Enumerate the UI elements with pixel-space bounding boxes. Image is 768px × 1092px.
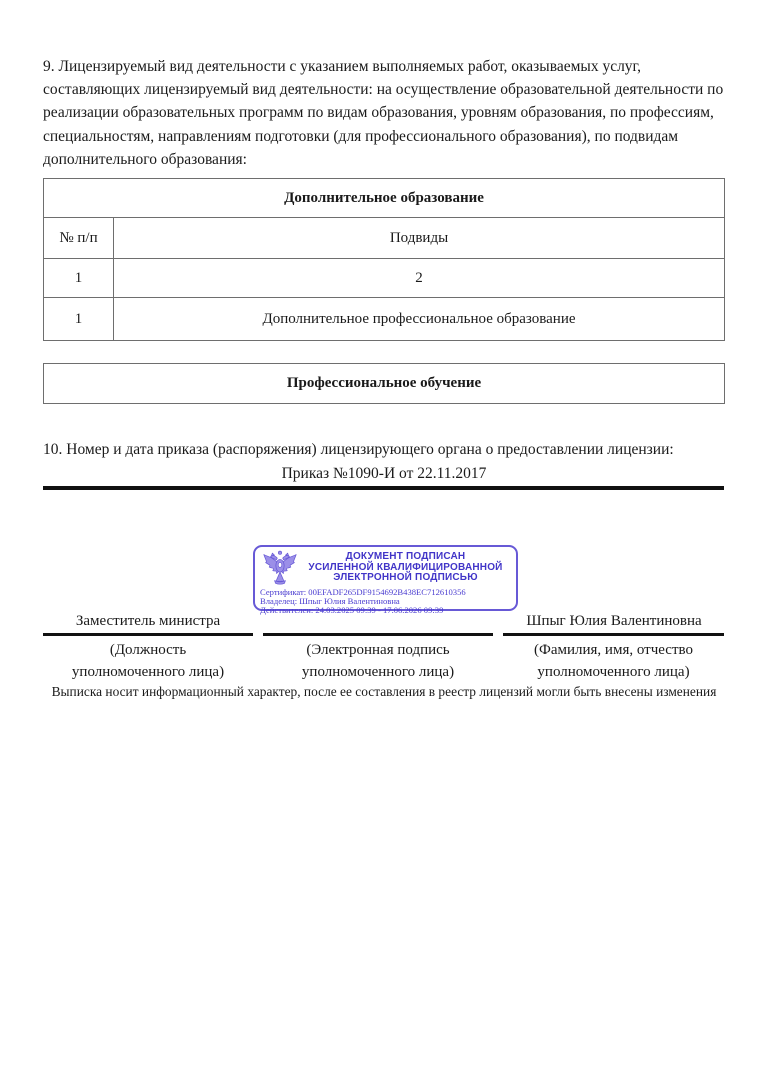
signature-caption-position: [43, 640, 253, 683]
table-title-row: [44, 179, 725, 218]
table-header-row: [44, 218, 725, 259]
table-row: [44, 298, 725, 341]
table-row: [44, 259, 725, 298]
col-header-num: № п/п: [44, 218, 114, 259]
signature-line-right: [503, 633, 724, 636]
caption-line: уполномоченного лица): [71, 663, 225, 680]
informational-note: Выписка носит информационный характер, после ее составления в реестр лицензий могли быть внесены изменения: [51, 684, 717, 699]
signature-line-left: [43, 633, 253, 636]
table-title: Дополнительное образование: [44, 179, 725, 218]
caption-line: (Должность: [109, 642, 187, 658]
section10-paragraph: 10. Номер и дата приказа (распоряжения) лицензирующего органа о предоставлении лицензии:: [43, 441, 674, 458]
signature-caption-fio: [503, 640, 724, 683]
stamp-heading-line2: УСИЛЕННОЙ КВАЛИФИЦИРОВАННОЙ: [308, 561, 503, 573]
stamp-heading-line3: ЭЛЕКТРОННОЙ ПОДПИСЬЮ: [333, 572, 478, 584]
signer-position: Заместитель министра: [75, 613, 221, 629]
section9-paragraph: 9. Лицензируемый вид деятельности с указанием выполняемых работ, оказываемых услуг, составляющих лицензируемый вид деятельности: на осуществление образовательной деятельности по реализации образовательных программ по видам образования, уровням образования, по профессиям, специальностям, направлениям подготовки (для профессионального образования), по подвидам дополнительного образования:: [43, 58, 724, 168]
stamp-info: [260, 588, 511, 616]
caption-line: уполномоченного лица): [537, 663, 690, 680]
stamp-validity: Действителен: 24.03.2025 09:39 - 17.06.2026 09:39: [260, 605, 444, 616]
signature-caption-esign: [263, 640, 493, 683]
cell-value: 2: [114, 259, 725, 298]
signature-line-middle: [263, 633, 493, 636]
electronic-signature-stamp: [253, 545, 518, 616]
vocational-training-box: Профессиональное обучение: [43, 363, 725, 404]
coat-of-arms-eagle-icon: [260, 550, 300, 586]
order-number-value: Приказ №1090-И от 22.11.2017: [281, 465, 487, 482]
cell-num: 1: [44, 259, 114, 298]
stamp-heading: [300, 552, 511, 584]
horizontal-rule: [43, 486, 724, 490]
cell-num: 1: [44, 298, 114, 341]
stamp-top-row: [260, 550, 511, 586]
caption-line: (Фамилия, имя, отчество: [534, 642, 693, 658]
stamp-certificate: Сертификат: 00EFADF265DF9154692B438EC712610356: [260, 587, 466, 597]
cell-value: Дополнительное профессиональное образование: [114, 298, 725, 341]
caption-line: уполномоченного лица): [301, 663, 455, 680]
col-header-subtypes: Подвиды: [114, 218, 725, 259]
signer-full-name: Шпыг Юлия Валентиновна: [526, 613, 702, 629]
stamp-heading-line1: ДОКУМЕНТ ПОДПИСАН: [345, 551, 466, 563]
additional-education-table: [43, 178, 725, 341]
caption-line: (Электронная подпись: [306, 642, 450, 658]
stamp-owner: Владелец: Шпыг Юлия Валентиновна: [260, 596, 400, 607]
